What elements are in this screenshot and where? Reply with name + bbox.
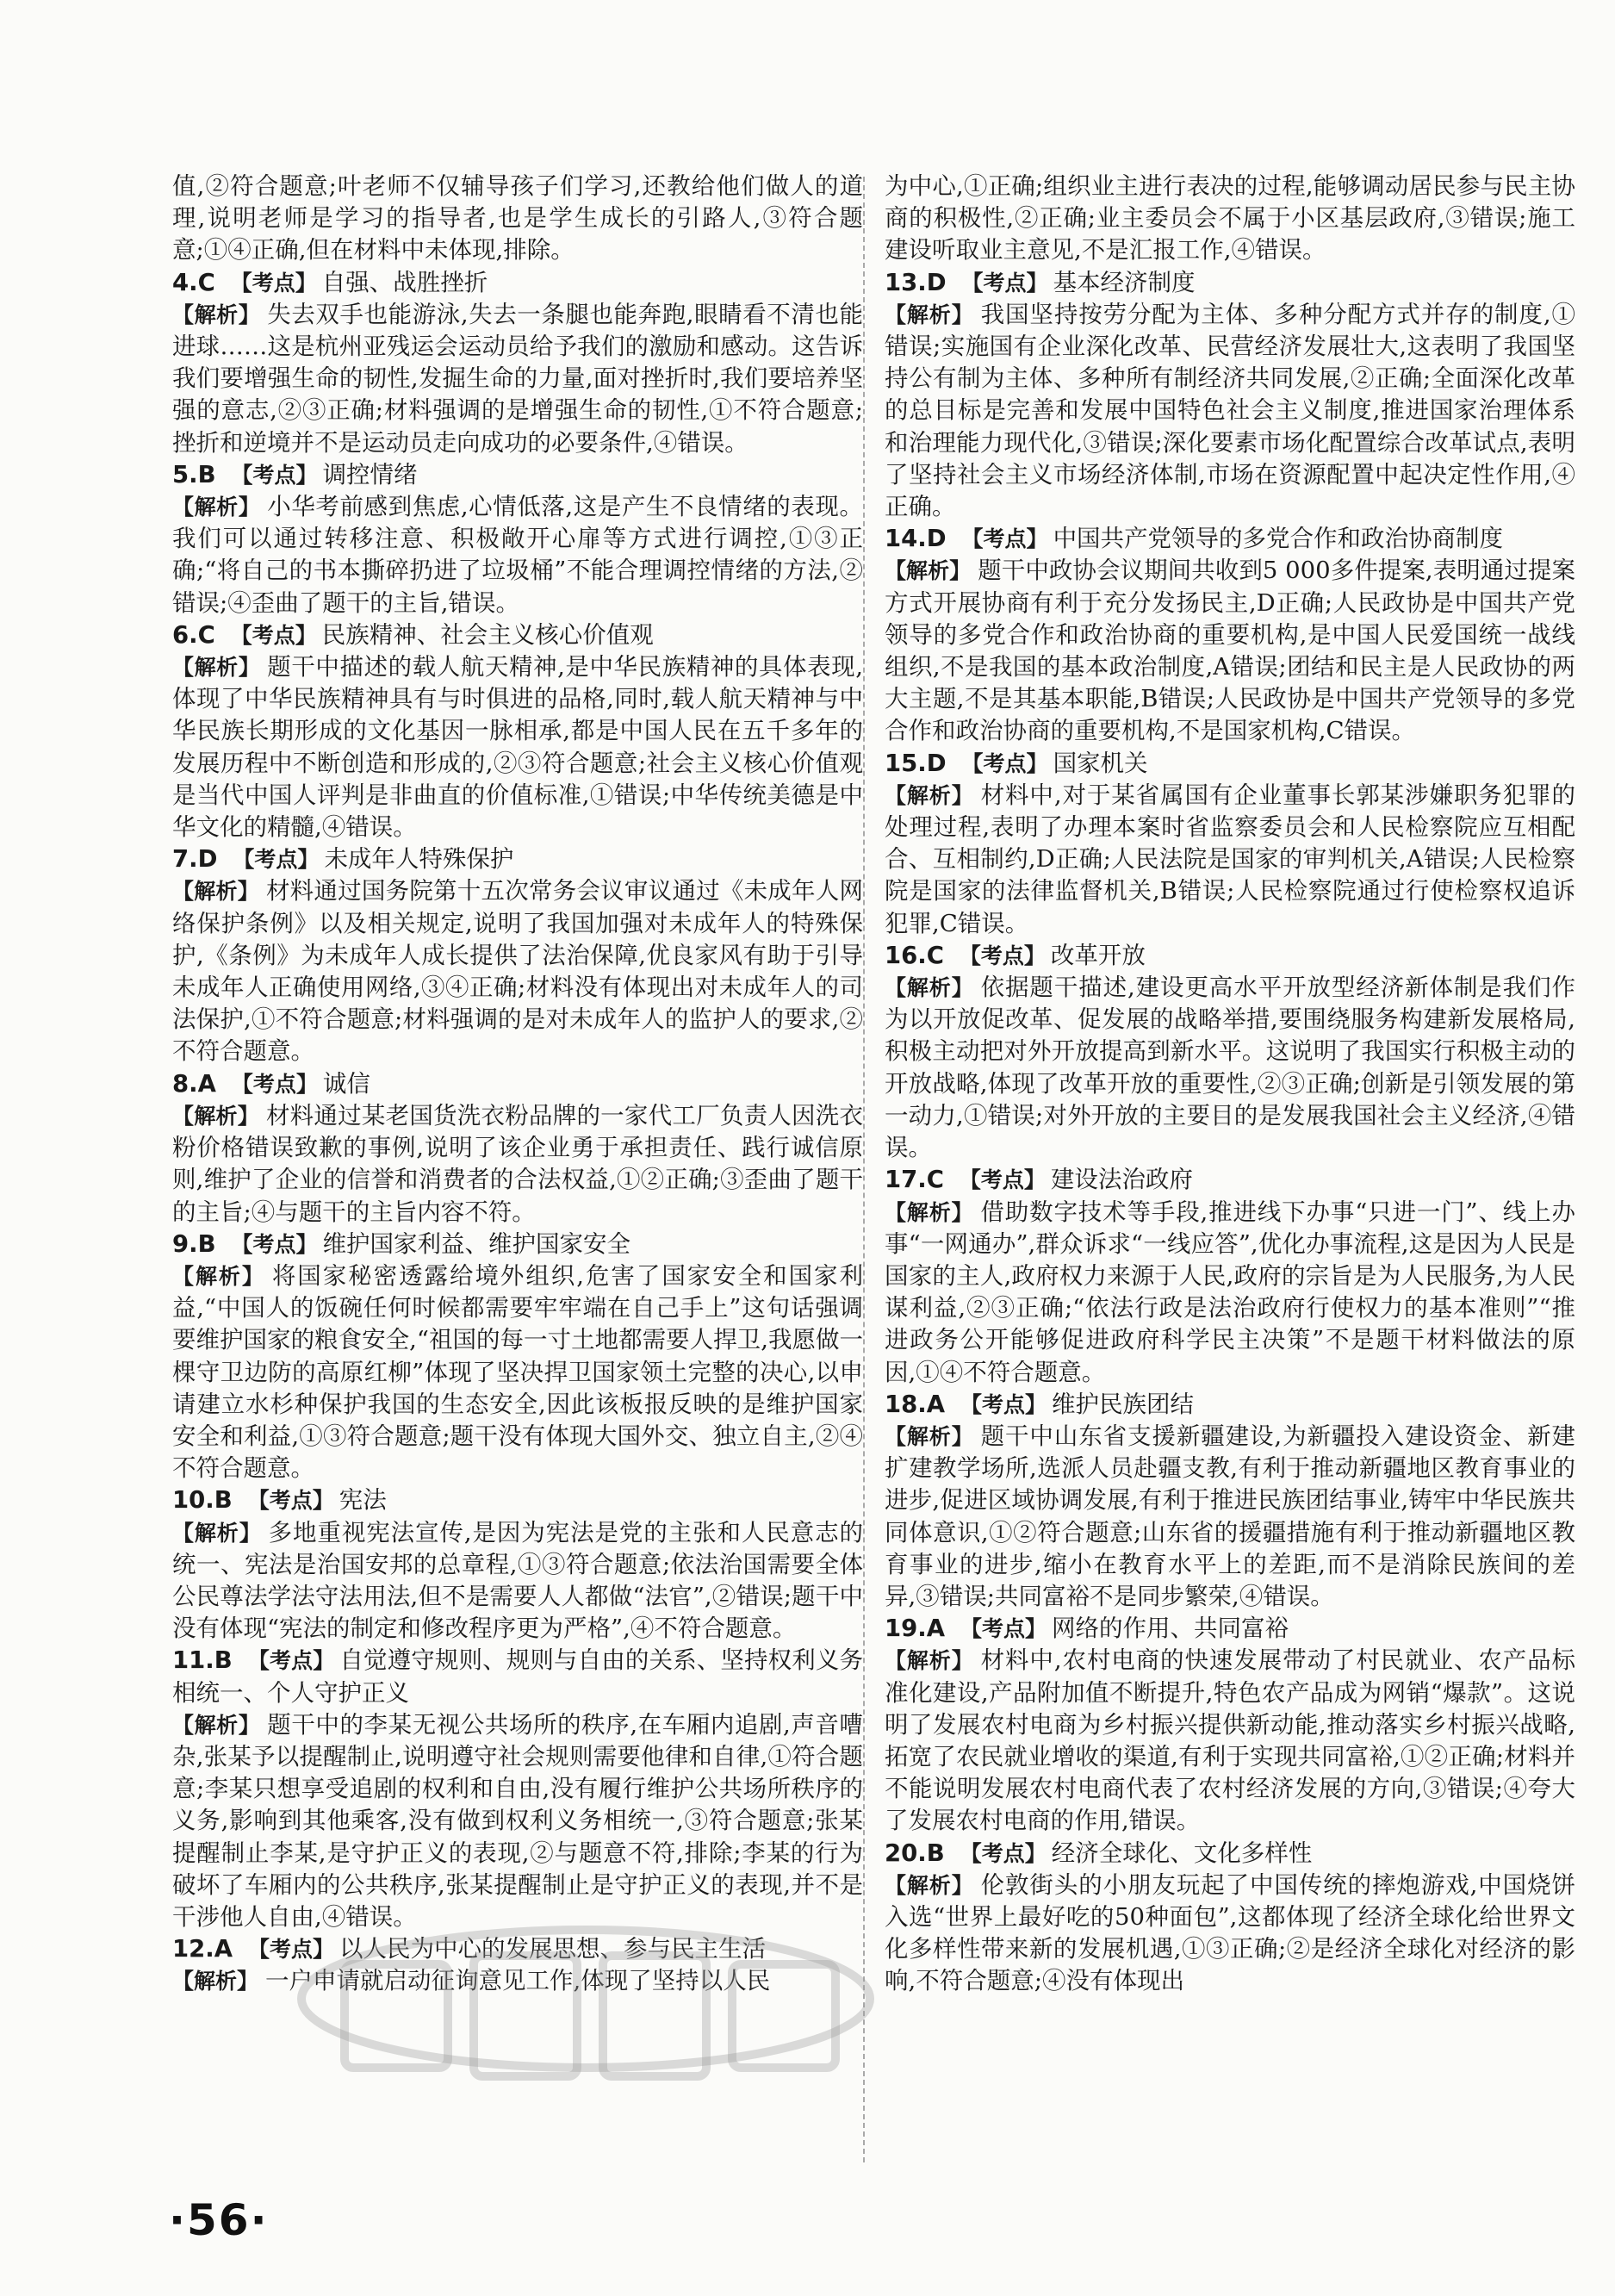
jiexi-label: 【解析】 xyxy=(172,879,259,905)
kaodian-text: 网络的作用、共同富裕 xyxy=(1052,1615,1289,1643)
jiexi-text: 借助数字技术等手段,推进线下办事“只进一门”、线上办事“一网通办”,群众诉求“一线应答”,优化办事流程,这是因为人民是国家的主人,政府权力来源于人民,政府的宗旨是为人民服务,为人民谋利益,②③正确;“依法行政是法治政府行使权力的基本准则”“推进政务公开能够促进政府科学民主决策”不是题干材料做法的原因,①④不符合题意。 xyxy=(885,1198,1575,1386)
jiexi-text: 失去双手也能游泳,失去一条腿也能奔跑,眼睛看不清也能进球……这是杭州亚残运会运动员给予我们的激励和感动。这告诉我们要增强生命的韧性,发掘生命的力量,面对挫折时,我们要培养坚强的意志,②③正确;材料强调的是增强生命的韧性,①不符合题意;挫折和逆境并不是运动员走向成功的必要条件,④错误。 xyxy=(172,300,863,457)
question-4-explanation xyxy=(172,267,863,459)
kaodian-text: 国家机关 xyxy=(1053,749,1148,777)
jiexi-label: 【解析】 xyxy=(172,495,261,520)
answer-number: 5.B xyxy=(172,460,216,488)
jiexi-text: 小华考前感到焦虑,心情低落,这是产生不良情绪的表现。我们可以通过转移注意、积极敞开心扉等方式进行调控,①③正确;“将自己的书本撕碎扔进了垃圾桶”不能合理调控情绪的方法,②错误;④歪曲了题干的主旨,错误。 xyxy=(172,493,863,617)
jiexi-text: 题干中描述的载人航天精神,是中华民族精神的具体表现,体现了中华民族精神具有与时俱进的品格,同时,载人航天精神与中华民族长期形成的文化基因一脉相承,都是中国人民在五千多年的发展历程中不断创造和形成的,②③符合题意;社会主义核心价值观是当代中国人评判是非曲直的价值标准,①错误;中华传统美德是中华文化的精髓,④错误。 xyxy=(172,653,863,842)
kaodian-text: 经济全球化、文化多样性 xyxy=(1051,1839,1313,1867)
jiexi-text: 材料中,农村电商的快速发展带动了村民就业、农产品标准化建设,产品附加值不断提升,特色农产品成为网销“爆款”。这说明了发展农村电商为乡村振兴提供新动能,推动落实乡村振兴战略,拓宽了农民就业增收的渠道,有利于实现共同富裕,①②正确;材料并不能说明发展农村电商代表了农村经济发展的方向,③错误;④夸大了发展农村电商的作用,错误。 xyxy=(885,1646,1575,1835)
jiexi-label: 【解析】 xyxy=(172,655,261,681)
question-8-explanation xyxy=(172,1068,863,1229)
answer-number: 19.A xyxy=(885,1615,945,1643)
kaodian-text: 自强、战胜挫折 xyxy=(321,268,488,296)
kaodian-label: 【考点】 xyxy=(961,750,1048,776)
kaodian-text: 中国共产党领导的多党合作和政治协商制度 xyxy=(1053,525,1504,553)
question-7-explanation xyxy=(172,843,863,1067)
jiexi-label: 【解析】 xyxy=(885,1872,974,1898)
question-17-explanation xyxy=(885,1164,1575,1388)
kaodian-text: 民族精神、社会主义核心价值观 xyxy=(321,620,654,649)
jiexi-text: 题干中的李某无视公共场所的秩序,在车厢内追剧,声音嘈杂,张某予以提醒制止,说明遵守社会规则需要他律和自律,①符合题意;李某只想享受追剧的权利和自由,没有履行维护公共场所秩序的义务,影响到其他乘客,没有做到权利义务相统一,③符合题意;张某提醒制止李某,是守护正义的表现,②与题意不符,排除;李某的行为破坏了车厢内的公共秩序,张某提醒制止是守护正义的表现,并不是干涉他人自由,④错误。 xyxy=(172,1710,863,1931)
jiexi-label: 【解析】 xyxy=(885,1199,974,1225)
kaodian-label: 【考点】 xyxy=(960,1840,1047,1866)
answer-number: 14.D xyxy=(885,525,947,553)
question-11-explanation xyxy=(172,1645,863,1933)
right-column xyxy=(885,171,1575,1998)
jiexi-text: 材料通过某老国货洗衣粉品牌的一家代工厂负责人因洗衣粉价格错误致歉的事例,说明了该企业勇于承担责任、践行诚信原则,维护了企业的信誉和消费者的合法权益,①②正确;③歪曲了题干的主旨;④与题干的主旨内容不符。 xyxy=(172,1101,863,1226)
kaodian-text: 诚信 xyxy=(322,1069,370,1098)
continuation-text: 为中心,①正确;组织业主进行表决的过程,能够调动居民参与民主协商的积极性,②正确;业主委员会不属于小区基层政府,③错误;施工建设听取业主意见,不是汇报工作,④错误。 xyxy=(885,172,1575,264)
page-number: ·56· xyxy=(169,2195,269,2245)
answer-number: 11.B xyxy=(172,1646,233,1675)
answer-number: 8.A xyxy=(172,1069,216,1098)
jiexi-label: 【解析】 xyxy=(172,1969,259,1994)
continuation-text: 值,②符合题意;叶老师不仅辅导孩子们学习,还教给他们做人的道理,说明老师是学习的指导者,也是学生成长的引路人,③符合题意;①④正确,但在材料中未体现,排除。 xyxy=(172,172,863,264)
left-column xyxy=(172,171,863,1998)
question-12-explanation xyxy=(172,1933,863,1997)
jiexi-label: 【解析】 xyxy=(172,1520,262,1546)
kaodian-label: 【考点】 xyxy=(959,1167,1046,1193)
answer-number: 4.C xyxy=(172,268,215,296)
jiexi-text: 一户申请就启动征询意见工作,体现了坚持以人民 xyxy=(265,1967,771,1995)
kaodian-label: 【考点】 xyxy=(961,270,1048,296)
jiexi-text: 伦敦街头的小朋友玩起了中国传统的摔炮游戏,中国烧饼入选“世界上最好吃的50种面包”,这都体现了经济全球化给世界文化多样性带来新的发展机遇,①③正确;②是经济全球化对经济的影响,不符合题意;④没有体现出 xyxy=(885,1870,1575,1995)
jiexi-label: 【解析】 xyxy=(172,1263,265,1289)
jiexi-text: 多地重视宪法宣传,是因为宪法是党的主张和人民意志的统一、宪法是治国安邦的总章程,①③符合题意;依法治国需要全体公民尊法学法守法用法,但不是需要人人都做“法官”,②错误;题干中没有体现“宪法的制定和修改程序更为严格”,④不符合题意。 xyxy=(172,1518,863,1643)
kaodian-label: 【考点】 xyxy=(959,943,1046,968)
answer-number: 7.D xyxy=(172,845,218,874)
answer-number: 17.C xyxy=(885,1166,944,1194)
question-16-explanation xyxy=(885,940,1575,1164)
kaodian-text: 宪法 xyxy=(339,1486,387,1515)
kaodian-text: 改革开放 xyxy=(1050,941,1146,969)
kaodian-label: 【考点】 xyxy=(247,1648,335,1674)
kaodian-label: 【考点】 xyxy=(248,1937,335,1963)
kaodian-label: 【考点】 xyxy=(961,526,1048,552)
kaodian-label: 【考点】 xyxy=(247,1488,334,1514)
kaodian-label: 【考点】 xyxy=(230,270,317,296)
jiexi-label: 【解析】 xyxy=(885,302,974,327)
question-13-explanation xyxy=(885,267,1575,524)
kaodian-label: 【考点】 xyxy=(231,462,318,488)
question-20-explanation xyxy=(885,1838,1575,1998)
kaodian-text: 基本经济制度 xyxy=(1053,268,1196,296)
jiexi-label: 【解析】 xyxy=(172,1103,259,1129)
jiexi-text: 材料中,对于某省属国有企业董事长郭某涉嫌职务犯罪的处理过程,表明了办理本案时省监察委员会和人民检察院应互相配合、互相制约,D正确;人民法院是国家的审判机关,A错误;人民检察院是国家的法律监督机关,B错误;人民检察院通过行使检察权追诉犯罪,C错误。 xyxy=(885,781,1575,937)
kaodian-label: 【考点】 xyxy=(231,1231,318,1257)
jiexi-label: 【解析】 xyxy=(885,782,974,808)
kaodian-text: 自觉遵守规则、规则与自由的关系、坚持权利义务相统一、个人守护正义 xyxy=(172,1646,863,1707)
jiexi-text: 我国坚持按劳分配为主体、多种分配方式并存的制度,①错误;实施国有企业深化改革、民营经济发展壮大,这表明了我国坚持公有制为主体、多种所有制经济共同发展,②正确;全面深化改革的总目标是完善和发展中国特色社会主义制度,推进国家治理体系和治理能力现代化,③错误;深化要素市场化配置综合改革试点,表明了坚持社会主义市场经济体制,市场在资源配置中起决定性作用,④正确。 xyxy=(885,300,1575,521)
answer-number: 16.C xyxy=(885,941,944,969)
answer-number: 18.A xyxy=(885,1390,945,1418)
jiexi-label: 【解析】 xyxy=(885,558,972,584)
jiexi-label: 【解析】 xyxy=(172,1712,261,1738)
question-9-explanation xyxy=(172,1229,863,1485)
question-5-explanation xyxy=(172,459,863,619)
answer-number: 20.B xyxy=(885,1839,945,1867)
jiexi-label: 【解析】 xyxy=(885,1423,974,1449)
answer-number: 12.A xyxy=(172,1935,233,1963)
jiexi-text: 题干中山东省支援新疆建设,为新疆投入建设资金、新建扩建教学场所,选派人员赴疆支教,有利于推动新疆地区教育事业的进步,促进区域协调发展,有利于推进民族团结事业,铸牢中华民族共同体意识,①②符合题意;山东省的援疆措施有利于推动新疆地区教育事业的进步,缩小在教育水平上的差距,而不是消除民族间的差异,③错误;共同富裕不是同步繁荣,④错误。 xyxy=(885,1422,1575,1610)
jiexi-text: 依据题干描述,建设更高水平开放型经济新体制是我们作为以开放促改革、促发展的战略举措,要围绕服务构建新发展格局,积极主动把对外开放提高到新水平。这说明了我国实行积极主动的开放战略,体现了改革开放的重要性,②③正确;创新是引领发展的第一动力,①错误;对外开放的主要目的是发展我国社会主义经济,④错误。 xyxy=(885,974,1575,1162)
question-6-explanation xyxy=(172,619,863,843)
jiexi-label: 【解析】 xyxy=(885,975,974,1001)
question-14-explanation xyxy=(885,523,1575,747)
kaodian-text: 调控情绪 xyxy=(322,460,418,488)
jiexi-label: 【解析】 xyxy=(885,1648,974,1674)
kaodian-text: 未成年人特殊保护 xyxy=(324,845,514,874)
jiexi-text: 题干中政协会议期间共收到5 000多件提案,表明通过提案方式开展协商有利于充分发扬民主,D正确;人民政协是中国共产党领导的多党合作和政治协商的重要机构,是中国人民爱国统一战线组织,不是我国的基本政治制度,A错误;团结和民主是人民政协的两大主题,不是其基本职能,B错误;人民政协是中国共产党领导的多党合作和政治协商的重要机构,不是国家机构,C错误。 xyxy=(885,557,1575,745)
question-19-explanation xyxy=(885,1613,1575,1837)
answer-number: 9.B xyxy=(172,1229,216,1258)
answer-number: 6.C xyxy=(172,620,215,649)
answer-number: 13.D xyxy=(885,268,947,296)
question-10-explanation xyxy=(172,1484,863,1645)
answer-number: 10.B xyxy=(172,1486,233,1515)
column-divider xyxy=(863,177,865,2162)
kaodian-text: 维护民族团结 xyxy=(1052,1390,1195,1418)
kaodian-text: 以人民为中心的发展思想、参与民主生活 xyxy=(339,1935,767,1963)
kaodian-label: 【考点】 xyxy=(231,1071,318,1097)
kaodian-text: 维护国家利益、维护国家安全 xyxy=(322,1229,631,1258)
kaodian-label: 【考点】 xyxy=(233,847,320,873)
kaodian-label: 【考点】 xyxy=(230,622,317,648)
kaodian-text: 建设法治政府 xyxy=(1050,1166,1193,1194)
kaodian-label: 【考点】 xyxy=(960,1391,1047,1417)
jiexi-text: 材料通过国务院第十五次常务会议审议通过《未成年人网络保护条例》以及相关规定,说明了我国加强对未成年人的特殊保护,《条例》为未成年人成长提供了法治保障,优良家风有助于引导未成年人正确使用网络,③④正确;材料没有体现出对未成年人的司法保护,①不符合题意;材料强调的是对未成年人的监护人的要求,②不符合题意。 xyxy=(172,877,863,1066)
jiexi-text: 将国家秘密透露给境外组织,危害了国家安全和国家利益,“中国人的饭碗任何时候都需要牢牢端在自己手上”这句话强调要维护国家的粮食安全,“祖国的每一寸土地都需要人捍卫,我愿做一棵守卫边防的高原红柳”体现了坚决捍卫国家领土完整的决心,以申请建立水杉种保护我国的生态安全,因此该板报反映的是维护国家安全和利益,①③符合题意;题干没有体现大国外交、独立自主,②④不符合题意。 xyxy=(172,1261,863,1483)
question-15-explanation xyxy=(885,748,1575,940)
question-18-explanation xyxy=(885,1389,1575,1613)
kaodian-label: 【考点】 xyxy=(960,1616,1047,1642)
answer-number: 15.D xyxy=(885,749,947,777)
jiexi-label: 【解析】 xyxy=(172,302,261,327)
